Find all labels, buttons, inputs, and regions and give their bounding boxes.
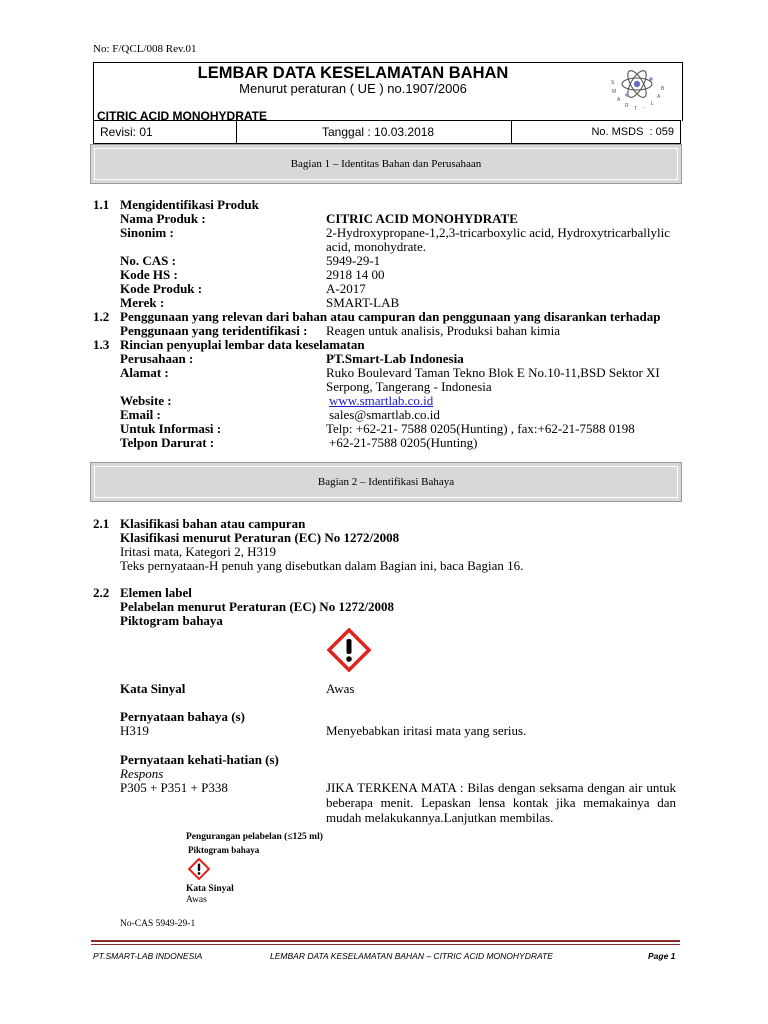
section-2-2-number: 2.2 [93, 585, 110, 600]
footer-page-number: Page 1 [648, 951, 676, 961]
company-label: Perusahaan : [120, 351, 194, 366]
footer-company: PT.SMART-LAB INDONESIA [93, 951, 203, 961]
section-1-band [90, 144, 682, 184]
small-signal-word-value: Awas [186, 895, 207, 905]
product-name-value: CITRIC ACID MONOHYDRATE [326, 211, 518, 226]
section-1-1-title: Mengidentifikasi Produk [120, 197, 259, 212]
date-cell: Tanggal : 10.03.2018 [237, 121, 512, 143]
precaution-text: JIKA TERKENA MATA : Bilas dengan seksama dengan air untuk beberapa menit. Lepaskan lensa kontak jika memakainya dan mudah melakukannya.Lanjutkan membilas. [326, 780, 676, 825]
small-pictogram-label: Piktogram bahaya [188, 845, 260, 855]
section-1-2-title: Penggunaan yang relevan dari bahan atau campuran dan penggunaan yang disarankan terhadap [120, 309, 661, 324]
product-code-value: A-2017 [326, 281, 366, 296]
msds-number-cell: No. MSDS : 059 [591, 126, 674, 138]
section-2-band [90, 462, 682, 502]
company-value: PT.Smart-Lab Indonesia [326, 351, 464, 366]
h-statement-note: Teks pernyataan-H penuh yang disebutkan dalam Bagian ini, baca Bagian 16. [120, 558, 524, 573]
section-2-1-number: 2.1 [93, 516, 110, 531]
signal-word-value: Awas [326, 681, 355, 696]
svg-text:A: A [657, 94, 661, 100]
reduced-labelling-title: Pengurangan pelabelan (≤125 ml) [186, 832, 323, 842]
info-label: Untuk Informasi : [120, 421, 222, 436]
footer-document-title: LEMBAR DATA KESELAMATAN BAHAN – CITRIC ACID MONOHYDRATE [270, 951, 553, 961]
brand-label: Merek : [120, 295, 165, 310]
info-value: Telp: +62-21- 7588 0205(Hunting) , fax:+62-21-7588 0198 [326, 421, 635, 436]
revision-cell: Revisi: 01 [94, 121, 237, 143]
section-2-title: Bagian 2 – Identifikasi Bahaya [94, 466, 678, 498]
small-exclamation-pictogram-icon [188, 858, 210, 880]
smart-lab-logo [607, 64, 669, 118]
cas-value: 5949-29-1 [326, 253, 381, 268]
synonym-label: Sinonim : [120, 225, 174, 240]
svg-text:-: - [643, 105, 645, 111]
small-signal-word-label: Kata Sinyal [186, 884, 234, 894]
document-title: LEMBAR DATA KESELAMATAN BAHAN [197, 64, 509, 82]
section-2-1-title: Klasifikasi bahan atau campuran [120, 516, 306, 531]
svg-text:S: S [611, 80, 615, 86]
header-info-row [93, 120, 681, 144]
emergency-phone-value: +62-21-7588 0205(Hunting) [329, 435, 478, 450]
hazard-code: H319 [120, 723, 149, 738]
address-label: Alamat : [120, 365, 169, 380]
product-name-label: Nama Produk : [120, 211, 206, 226]
exclamation-pictogram-icon [327, 628, 371, 672]
emergency-phone-label: Telpon Darurat : [120, 435, 215, 450]
precaution-label: Pernyataan kehati-hatian (s) [120, 752, 279, 767]
svg-text:A: A [617, 97, 621, 103]
classification-line: Iritasi mata, Kategori 2, H319 [120, 544, 276, 559]
section-2-2-title: Elemen label [120, 585, 192, 600]
identified-use-label: Penggunaan yang teridentifikasi : [120, 323, 308, 338]
hazard-statement-label: Pernyataan bahaya (s) [120, 709, 245, 724]
address-value-line2: Serpong, Tangerang - Indonesia [326, 379, 492, 394]
hs-code-value: 2918 14 00 [326, 267, 385, 282]
address-value-line1: Ruko Boulevard Taman Tekno Blok E No.10-11,BSD Sektor XI [326, 365, 660, 380]
document-number: No: F/QCL/008 Rev.01 [93, 43, 197, 55]
synonym-value-line1: 2-Hydroxypropane-1,2,3-tricarboxylic acid, Hydroxytricarballylic [326, 225, 671, 240]
product-name-header: CITRIC ACID MONOHYDRATE [97, 109, 267, 123]
hs-code-label: Kode HS : [120, 267, 178, 282]
svg-text:L: L [651, 101, 654, 107]
section-1-2-number: 1.2 [93, 309, 110, 324]
section-2-1-subtitle: Klasifikasi menurut Peraturan (EC) No 1272/2008 [120, 530, 400, 545]
product-code-label: Kode Produk : [120, 281, 203, 296]
email-value: sales@smartlab.co.id [329, 407, 440, 422]
section-1-3-number: 1.3 [93, 337, 110, 352]
svg-text:T: T [634, 106, 638, 112]
footer-rule-thick [91, 940, 680, 942]
response-label: Respons [120, 766, 164, 781]
signal-word-label: Kata Sinyal [120, 681, 186, 696]
document-subtitle: Menurut peraturan ( UE ) no.1907/2006 [239, 81, 467, 96]
email-label: Email : [120, 407, 161, 422]
svg-text:B: B [661, 86, 665, 92]
footer-rule-thin [91, 944, 680, 945]
svg-text:M: M [612, 89, 617, 95]
identified-use-value: Reagen untuk analisis, Produksi bahan kimia [326, 323, 560, 338]
precaution-code: P305 + P351 + P338 [120, 780, 228, 795]
pictogram-label: Piktogram bahaya [120, 613, 223, 628]
svg-text:R: R [625, 103, 629, 109]
website-link[interactable]: www.smartlab.co.id [329, 393, 434, 408]
cas-label: No. CAS : [120, 253, 176, 268]
brand-value: SMART-LAB [326, 295, 400, 310]
section-1-title: Bagian 1 – Identitas Bahan dan Perusahaan [94, 148, 678, 180]
synonym-value-line2: acid, monohydrate. [326, 239, 426, 254]
hazard-text: Menyebabkan iritasi mata yang serius. [326, 723, 527, 738]
section-1-3-title: Rincian penyuplai lembar data keselamatan [120, 337, 365, 352]
section-2-2-subtitle: Pelabelan menurut Peraturan (EC) No 1272/2008 [120, 599, 395, 614]
small-cas-number: No-CAS 5949-29-1 [120, 919, 196, 929]
section-1-1-number: 1.1 [93, 197, 110, 212]
website-label: Website : [120, 393, 172, 408]
